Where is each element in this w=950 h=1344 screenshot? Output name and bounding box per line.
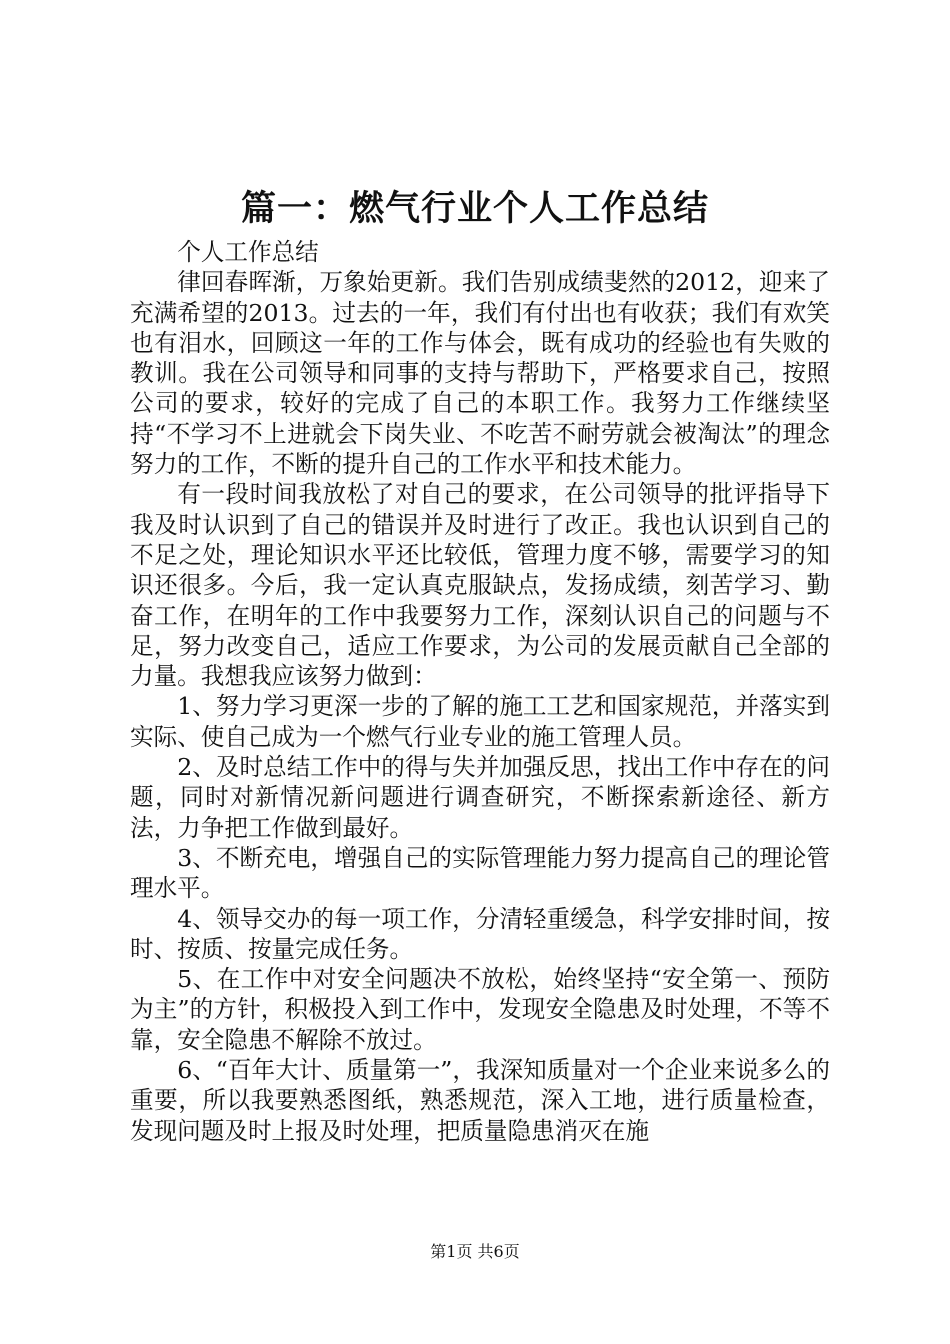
list-item: 4、领导交办的每一项工作，分清轻重缓急，科学安排时间，按时、按质、按量完成任务。: [130, 904, 830, 963]
list-item: 3、不断充电，增强自己的实际管理能力努力提高自己的理论管理水平。: [130, 843, 830, 903]
document-title: 篇一：燃气行业个人工作总结: [240, 189, 709, 229]
paragraph-heading: 个人工作总结: [177, 238, 319, 266]
page-number-footer: 第1页 共6页: [430, 1242, 520, 1261]
paragraph: 有一段时间我放松了对自己的要求，在公司领导的批评指导下我及时认识到了自己的错误并及时进行了改正。我也认识到自己的不足之处，理论知识水平还比较低，管理力度不够，需要学习的知识还很多。今后，我一定认真克服缺点，发扬成绩，刻苦学习、勤奋工作，在明年的工作中我要努力工作，深刻认识自己的问题与不足，努力改变自己，适应工作要求，为公司的发展贡献自己全部的力量。我想我应该努力做到：: [130, 480, 830, 691]
list-item: 5、在工作中对安全问题决不放松，始终坚持“安全第一、预防为主”的方针，积极投入到工作中，发现安全隐患及时处理，不等不靠，安全隐患不解除不放过。: [130, 965, 830, 1054]
list-item: 1、努力学习更深一步的了解的施工工艺和国家规范，并落实到实际、使自己成为一个燃气行业专业的施工管理人员。: [130, 692, 830, 751]
list-item: 6、“百年大计、质量第一”，我深知质量对一个企业来说多么的重要，所以我要熟悉图纸，熟悉规范，深入工地，进行质量检查，发现问题及时上报及时处理，把质量隐患消灭在施: [130, 1056, 830, 1145]
list-item: 2、及时总结工作中的得与失并加强反思，找出工作中存在的问题，同时对新情况新问题进行调查研究，不断探索新途径、新方法，力争把工作做到最好。: [130, 753, 830, 842]
paragraph: 律回春晖渐，万象始更新。我们告别成绩斐然的2012，迎来了充满希望的2013。过去的一年，我们有付出也有收获；我们有欢笑也有泪水，回顾这一年的工作与体会，既有成功的经验也有失败的教训。我在公司领导和同事的支持与帮助下，严格要求自己，按照公司的要求，较好的完成了自己的本职工作。我努力工作继续坚持“不学习不上进就会下岗失业、不吃苦不耐劳就会被淘汰”的理念努力的工作，不断的提升自己的工作水平和技术能力。: [130, 268, 830, 479]
document-body: [130, 237, 830, 1146]
